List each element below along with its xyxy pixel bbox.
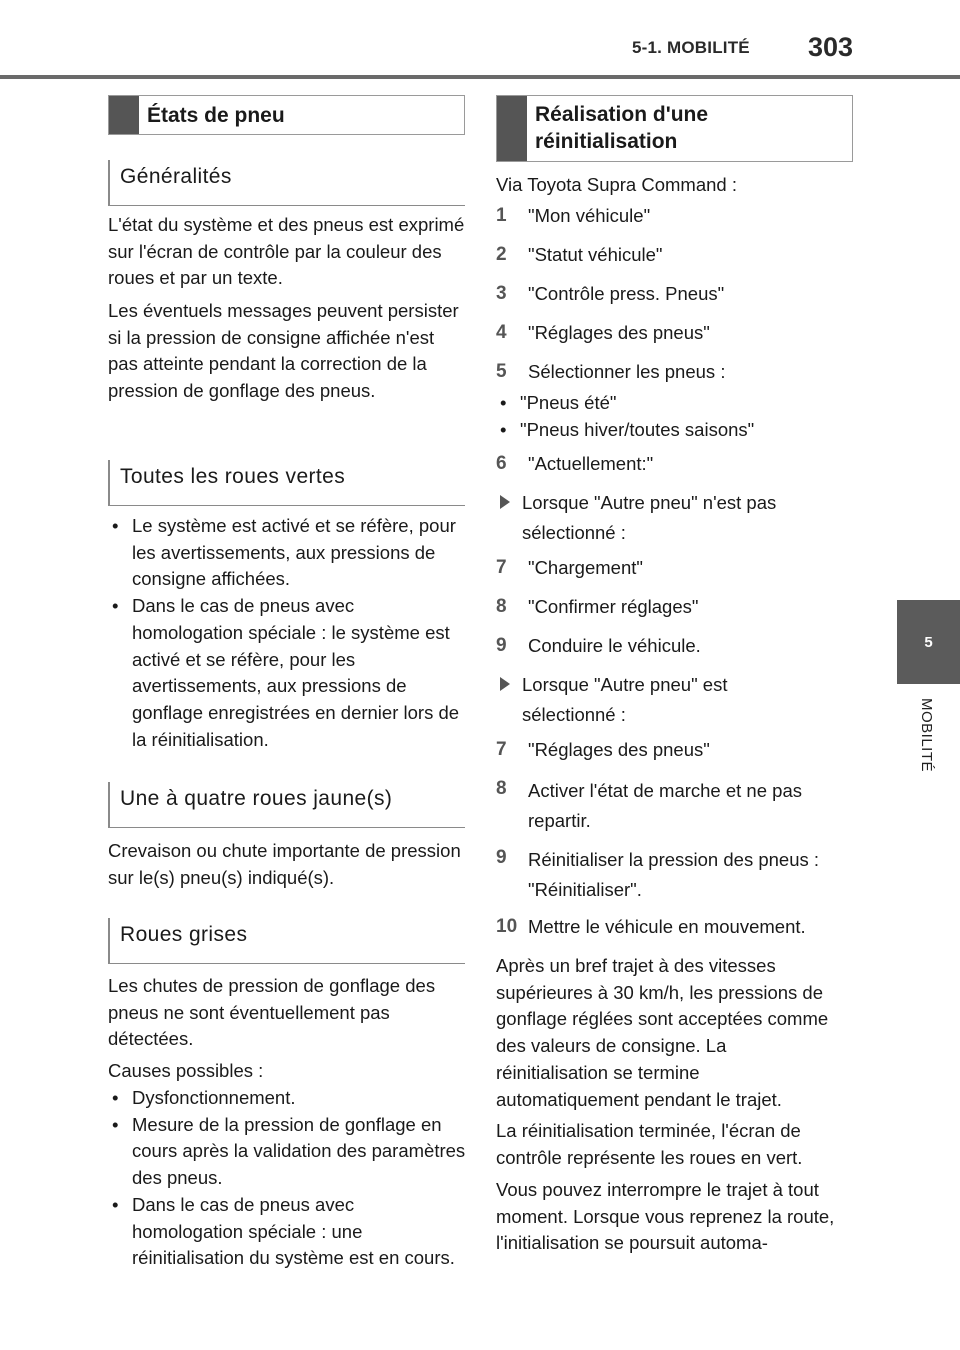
step-item <box>496 242 856 269</box>
section-title: 5-1. MOBILITÉ <box>632 38 750 57</box>
step-number: 9 <box>496 635 507 656</box>
step-number: 1 <box>496 205 507 226</box>
triangle-marker-icon <box>500 677 510 691</box>
bullet-list <box>108 1085 468 1272</box>
step-text: "Actuellement:" <box>528 453 654 474</box>
step-text: "Chargement" <box>528 557 643 578</box>
box-title-text: États de pneu <box>147 104 285 127</box>
box-title-bar <box>109 96 139 134</box>
list-item: • Dans le cas de pneus avec homologation spéciale : le système est activé et se réfère, pour les avertissements, aux pressions de gonflage enregistrées en dernier lors de la réinitialisation. <box>108 593 468 753</box>
page-number: 303 <box>808 32 854 62</box>
step-item <box>496 845 856 905</box>
paragraph: Les éventuels messages peuvent persister si la pression de consigne affichée n'est pas atteinte pendant la correction de la pression de gonflage des pneus. <box>108 300 459 402</box>
subheading-grises <box>108 918 465 964</box>
step-number: 5 <box>496 361 507 382</box>
subheading-text: Roues grises <box>120 923 248 946</box>
step-item <box>496 320 856 347</box>
box-title-text: Réalisation d'une réinitialisation <box>535 103 709 153</box>
list-item: • "Pneus hiver/toutes saisons" <box>496 417 856 444</box>
step-text: Sélectionner les pneus : <box>528 361 726 382</box>
chapter-label: MOBILITÉ <box>918 698 935 773</box>
paragraph: Après un bref trajet à des vitesses supérieures à 30 km/h, les pressions de gonflage réglées sont acceptées comme des valeurs de consigne. La réinitialisation se termine automatiquement pendant le trajet. <box>496 955 829 1110</box>
step-text: "Contrôle press. Pneus" <box>528 283 725 304</box>
list-item: • Le système est activé et se réfère, pour les avertissements, aux pressions de consigne affichées. <box>108 513 468 593</box>
step-item <box>496 737 856 764</box>
step-number: 7 <box>496 739 507 760</box>
step-text: Conduire le véhicule. <box>528 635 701 656</box>
paragraph: Les chutes de pression de gonflage des pneus ne sont éventuellement pas détectées. <box>108 975 436 1050</box>
step-item <box>496 594 856 621</box>
header-divider <box>0 75 960 79</box>
paragraph: La réinitialisation terminée, l'écran de contrôle représente les roues en vert. <box>496 1120 803 1168</box>
step-number: 7 <box>496 557 507 578</box>
step-text: Mettre le véhicule en mouvement. <box>528 916 806 937</box>
subheading-text: Toutes les roues vertes <box>120 465 346 488</box>
subheading-generalites <box>108 160 465 206</box>
paragraph: Crevaison ou chute importante de pression sur le(s) pneu(s) indiqué(s). <box>108 840 461 888</box>
paragraph: L'état du système et des pneus est exprimé sur l'écran de contrôle par la couleur des roues et par un texte. <box>108 214 465 289</box>
condition-item <box>496 488 856 548</box>
step-number: 4 <box>496 322 507 343</box>
subheading-jaunes <box>108 782 465 828</box>
step-item <box>496 555 856 582</box>
list-item: • Mesure de la pression de gonflage en cours après la validation des paramètres des pneus. <box>108 1112 468 1192</box>
step-item <box>496 776 856 836</box>
list-item: • Dysfonctionnement. <box>108 1085 468 1112</box>
condition-item <box>496 670 856 730</box>
step-number: 2 <box>496 244 507 265</box>
step-text: "Réglages des pneus" <box>528 739 710 760</box>
step-item <box>496 359 856 386</box>
bullet-list <box>108 513 468 753</box>
step-text: "Réglages des pneus" <box>528 322 710 343</box>
condition-text: Lorsque "Autre pneu" n'est pas sélectionné : <box>522 492 777 543</box>
step-number: 10 <box>496 916 518 937</box>
paragraph: Causes possibles : <box>108 1060 264 1081</box>
bullet-list <box>496 390 856 443</box>
step-number: 3 <box>496 283 507 304</box>
condition-text: Lorsque "Autre pneu" est sélectionné : <box>522 674 728 725</box>
section-box-title <box>108 95 465 135</box>
step-text: Réinitialiser la pression des pneus : "Réinitialiser". <box>528 849 820 900</box>
step-number: 8 <box>496 778 507 799</box>
step-text: "Statut véhicule" <box>528 244 663 265</box>
list-item: • Dans le cas de pneus avec homologation spéciale : une réinitialisation du système est en cours. <box>108 1192 468 1272</box>
step-text: "Confirmer réglages" <box>528 596 699 617</box>
box-title-bar <box>497 96 527 161</box>
paragraph: Via Toyota Supra Command : <box>496 174 737 195</box>
step-item <box>496 451 856 478</box>
subheading-vertes <box>108 460 465 506</box>
step-number: 8 <box>496 596 507 617</box>
step-number: 6 <box>496 453 507 474</box>
step-number: 9 <box>496 847 507 868</box>
step-item <box>496 633 856 660</box>
list-item: • "Pneus été" <box>496 390 856 417</box>
step-text: Activer l'état de marche et ne pas repartir. <box>528 780 802 831</box>
chapter-number: 5 <box>924 634 933 651</box>
section-box-title <box>496 95 853 162</box>
step-item <box>496 914 856 941</box>
triangle-marker-icon <box>500 495 510 509</box>
paragraph: Vous pouvez interrompre le trajet à tout moment. Lorsque vous reprenez la route, l'initialisation se poursuit automa- <box>496 1179 835 1254</box>
chapter-tab <box>897 600 960 684</box>
step-text: "Mon véhicule" <box>528 205 651 226</box>
subheading-text: Une à quatre roues jaune(s) <box>120 787 393 810</box>
step-item <box>496 203 856 230</box>
subheading-text: Généralités <box>120 165 232 188</box>
step-item <box>496 281 856 308</box>
